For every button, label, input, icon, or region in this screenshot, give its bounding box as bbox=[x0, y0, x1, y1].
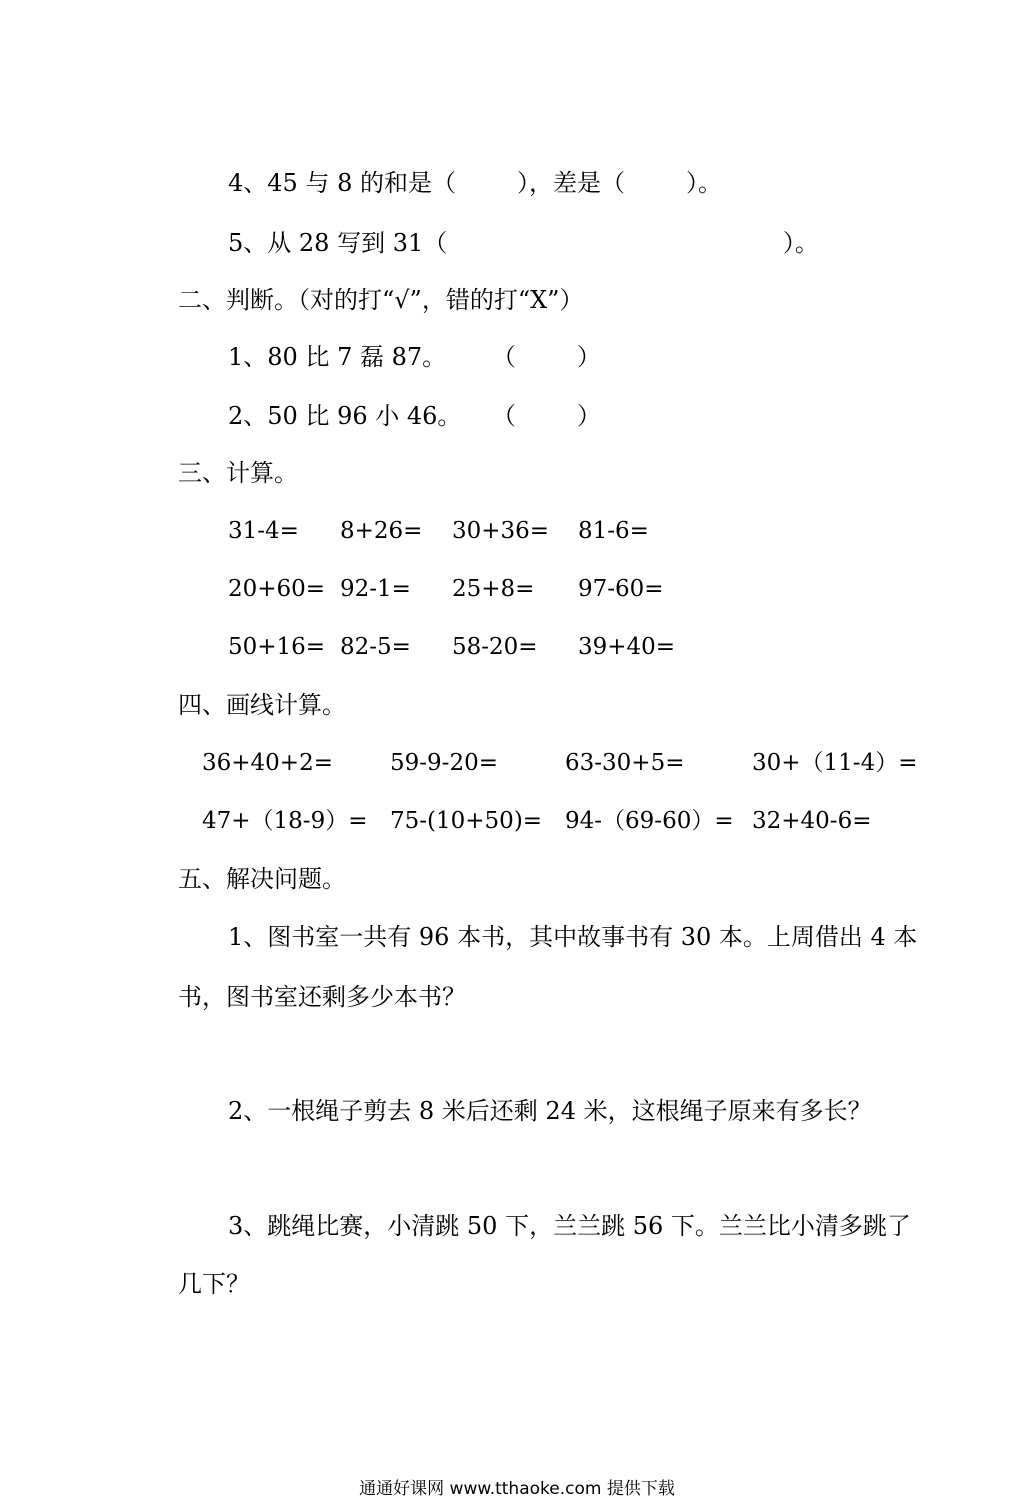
calc-item: 81-6= bbox=[578, 518, 649, 544]
line-calc-item: 36+40+2= bbox=[202, 750, 333, 776]
problem-1-line-2: 书，图书室还剩多少本书？ bbox=[178, 983, 466, 1011]
problem-2: 2、一根绳子剪去 8 米后还剩 24 米，这根绳子原来有多长？ bbox=[228, 1097, 872, 1125]
line-calc-item: 47+（18-9）= bbox=[202, 808, 368, 834]
calc-item: 92-1= bbox=[340, 576, 411, 602]
line-calc-item: 94-（69-60）= bbox=[565, 808, 734, 834]
line-calc-item: 30+（11-4）= bbox=[752, 750, 918, 776]
section-line-calc-title: 四、画线计算。 bbox=[178, 691, 346, 719]
line-calc-item: 32+40-6= bbox=[752, 808, 872, 834]
calc-item: 8+26= bbox=[340, 518, 423, 544]
section-judge-title: 二、判断。（对的打“√”，错的打“X”） bbox=[178, 286, 584, 314]
calc-item: 39+40= bbox=[578, 634, 676, 660]
calc-item: 20+60= bbox=[228, 576, 326, 602]
line-calc-item: 75-(10+50)= bbox=[390, 808, 543, 834]
line-calc-item: 63-30+5= bbox=[565, 750, 685, 776]
calc-item: 58-20= bbox=[452, 634, 538, 660]
calc-item: 30+36= bbox=[452, 518, 550, 544]
problem-1-line-1: 1、图书室一共有 96 本书，其中故事书有 30 本。上周借出 4 本 bbox=[228, 923, 918, 951]
calc-item: 82-5= bbox=[340, 634, 411, 660]
section-calc-title: 三、计算。 bbox=[178, 459, 298, 487]
calc-item: 50+16= bbox=[228, 634, 326, 660]
problem-3-line-2: 几下？ bbox=[178, 1270, 250, 1298]
calc-item: 25+8= bbox=[452, 576, 535, 602]
calc-item: 31-4= bbox=[228, 518, 299, 544]
judge-item-1: 1、80 比 7 磊 87。 （ ） bbox=[228, 343, 601, 371]
line-calc-item: 59-9-20= bbox=[390, 750, 498, 776]
judge-item-2: 2、50 比 96 小 46。 （ ） bbox=[228, 402, 601, 430]
fill-question-5: 5、从 28 写到 31（ ）。 bbox=[228, 229, 819, 257]
calc-item: 97-60= bbox=[578, 576, 664, 602]
footer-credit: 通通好课网 www.tthaoke.com 提供下载 bbox=[359, 1479, 675, 1499]
problem-3-line-1: 3、跳绳比赛，小清跳 50 下，兰兰跳 56 下。兰兰比小清多跳了 bbox=[228, 1212, 911, 1240]
section-problems-title: 五、解决问题。 bbox=[178, 865, 346, 893]
fill-question-4: 4、45 与 8 的和是（ ），差是（ ）。 bbox=[228, 169, 723, 197]
